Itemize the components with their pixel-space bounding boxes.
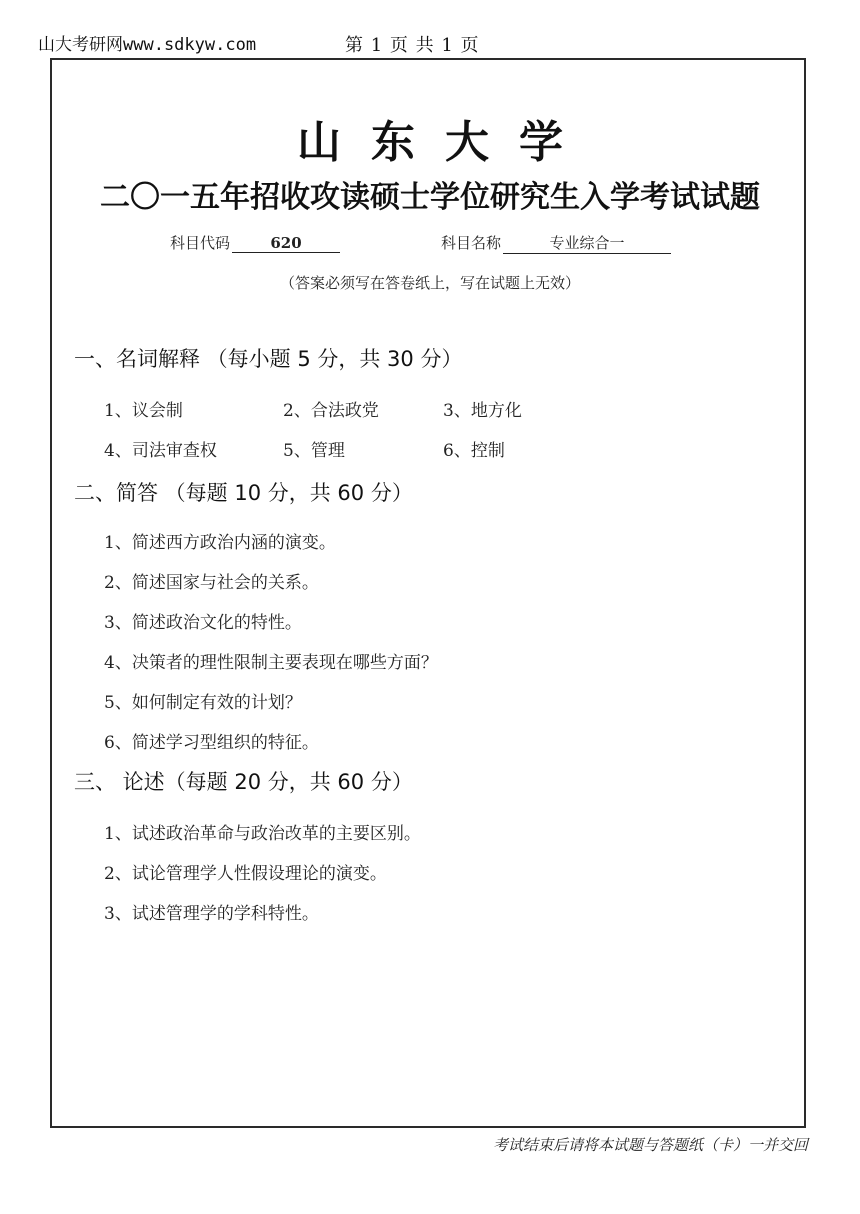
term-item: 4、司法审查权 [104,441,217,461]
essay-item: 3、试述管理学的学科特性。 [104,904,319,924]
subject-name-label: 科目名称 [441,234,502,252]
section-heading-3: 三、 论述（每题 20 分，共 60 分） [74,770,413,794]
term-item: 6、控制 [443,441,505,461]
question-item: 1、简述西方政治内涵的演变。 [104,533,336,553]
university-name: 山东大学 [297,117,593,168]
footer-note: 考试结束后请将本试题与答题纸（卡）一并交回 [492,1136,808,1154]
subject-code-label: 科目代码 [170,234,231,252]
term-item: 5、管理 [283,441,345,461]
subject-code [170,232,340,253]
question-item: 5、如何制定有效的计划？ [104,693,302,713]
site-watermark: 山大考研网www.sdkyw.com [38,35,257,55]
section-heading-1: 一、名词解释 （每小题 5 分，共 30 分） [74,347,463,371]
subject-name-value: 专业综合一 [503,232,671,254]
question-item: 2、简述国家与社会的关系。 [104,573,319,593]
essay-item: 2、试论管理学人性假设理论的演变。 [104,864,387,884]
essay-item: 1、试述政治革命与政治改革的主要区别。 [104,824,421,844]
subject-name [441,232,671,254]
answer-note: （答案必须写在答卷纸上，写在试题上无效） [279,274,580,292]
question-item: 4、决策者的理性限制主要表现在哪些方面？ [104,653,438,673]
question-item: 3、简述政治文化的特性。 [104,613,302,633]
exam-frame [50,58,806,1128]
question-item: 6、简述学习型组织的特征。 [104,733,319,753]
exam-title: 二〇一五年招收攻读硕士学位研究生入学考试试题 [100,180,760,215]
term-item: 3、地方化 [443,401,522,421]
subject-code-value: 620 [232,234,340,253]
page-counter: 第 1 页 共 1 页 [345,35,480,56]
term-item: 2、合法政党 [283,401,379,421]
section-heading-2: 二、简答 （每题 10 分，共 60 分） [74,481,413,505]
term-item: 1、议会制 [104,401,183,421]
